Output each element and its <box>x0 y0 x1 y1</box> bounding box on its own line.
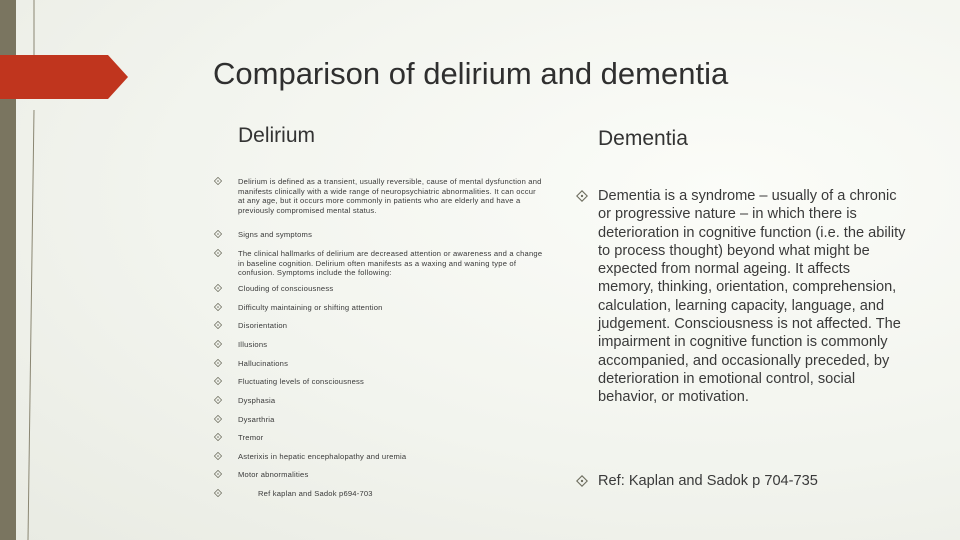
list-item <box>238 489 543 499</box>
list-item-text: Fluctuating levels of consciousness <box>238 377 365 386</box>
list-item-text: Asterixis in hepatic encephalopathy and uremia <box>238 452 407 461</box>
list-item-text: The clinical hallmarks of delirium are decreased attention or awareness and a change in baseline cognition. Delirium often manifests as a waxing and waning type of confusion. Symptoms include the following: <box>238 249 543 278</box>
diamond-bullet-icon <box>214 415 222 423</box>
list-item-text: Clouding of consciousness <box>238 284 334 293</box>
dementia-heading: Dementia <box>598 127 688 150</box>
diamond-bullet-icon <box>214 377 222 385</box>
list-item-text: Disorientation <box>238 321 288 330</box>
list-item-text: Dysphasia <box>238 396 276 405</box>
reference-text: Ref: Kaplan and Sadok p 704-735 <box>598 473 818 489</box>
diamond-bullet-icon <box>576 190 588 202</box>
list-item-text: Dementia is a syndrome – usually of a chronic or progressive nature – in which there is deterioration in cognitive function (i.e. the ability to process thought) beyond what might be expected from normal ageing. It affects memory, thinking, orientation, comprehension, calculation, learning capacity, language, and judgement. Consciousness is not affected. The impairment in cognitive function is commonly accompanied, and occasionally preceded, by deterioration in emotional control, social behavior, or motivation. <box>598 188 906 406</box>
list-item <box>238 321 543 331</box>
arrow-accent-icon <box>0 55 130 99</box>
diamond-bullet-icon <box>214 359 222 367</box>
diamond-bullet-icon <box>214 470 222 478</box>
list-item <box>598 187 908 407</box>
list-item <box>238 230 543 240</box>
list-item <box>238 433 543 443</box>
diamond-bullet-icon <box>214 177 222 185</box>
diamond-bullet-icon <box>214 303 222 311</box>
list-item-text: Signs and symptoms <box>238 230 313 239</box>
list-item <box>238 470 543 480</box>
list-item-text: Hallucinations <box>238 359 289 368</box>
list-item <box>598 472 908 490</box>
diamond-bullet-icon <box>576 475 588 487</box>
list-item <box>238 377 543 387</box>
diamond-bullet-icon <box>214 321 222 329</box>
delirium-heading: Delirium <box>238 124 316 147</box>
list-item <box>238 303 543 313</box>
list-item <box>238 340 543 350</box>
list-item <box>238 415 543 425</box>
diamond-bullet-icon <box>214 284 222 292</box>
list-item-text: Delirium is defined as a transient, usually reversible, cause of mental dysfunction and manifests clinically with a wide range of neuropsychiatric abnormalities. It can occur at any age, but it occurs more commonly in patients who are elderly and have a previously compromised mental status. <box>238 177 542 215</box>
slide-title: Comparison of delirium and dementia <box>213 56 729 91</box>
list-item-text: Difficulty maintaining or shifting attention <box>238 303 383 312</box>
list-item <box>238 359 543 369</box>
list-item <box>238 177 543 215</box>
list-item <box>238 452 543 462</box>
list-item-text: Dysarthria <box>238 415 275 424</box>
diamond-bullet-icon <box>214 452 222 460</box>
reference-text: Ref kaplan and Sadok p694-703 <box>258 489 373 498</box>
diamond-bullet-icon <box>214 340 222 348</box>
diamond-bullet-icon <box>214 433 222 441</box>
list-item <box>238 396 543 406</box>
diamond-bullet-icon <box>214 396 222 404</box>
diamond-bullet-icon <box>214 230 222 238</box>
list-item <box>238 249 543 278</box>
diamond-bullet-icon <box>214 249 222 257</box>
list-item-text: Illusions <box>238 340 268 349</box>
diamond-bullet-icon <box>214 489 222 497</box>
list-item <box>238 284 543 294</box>
list-item-text: Motor abnormalities <box>238 470 309 479</box>
list-item-text: Tremor <box>238 433 264 442</box>
